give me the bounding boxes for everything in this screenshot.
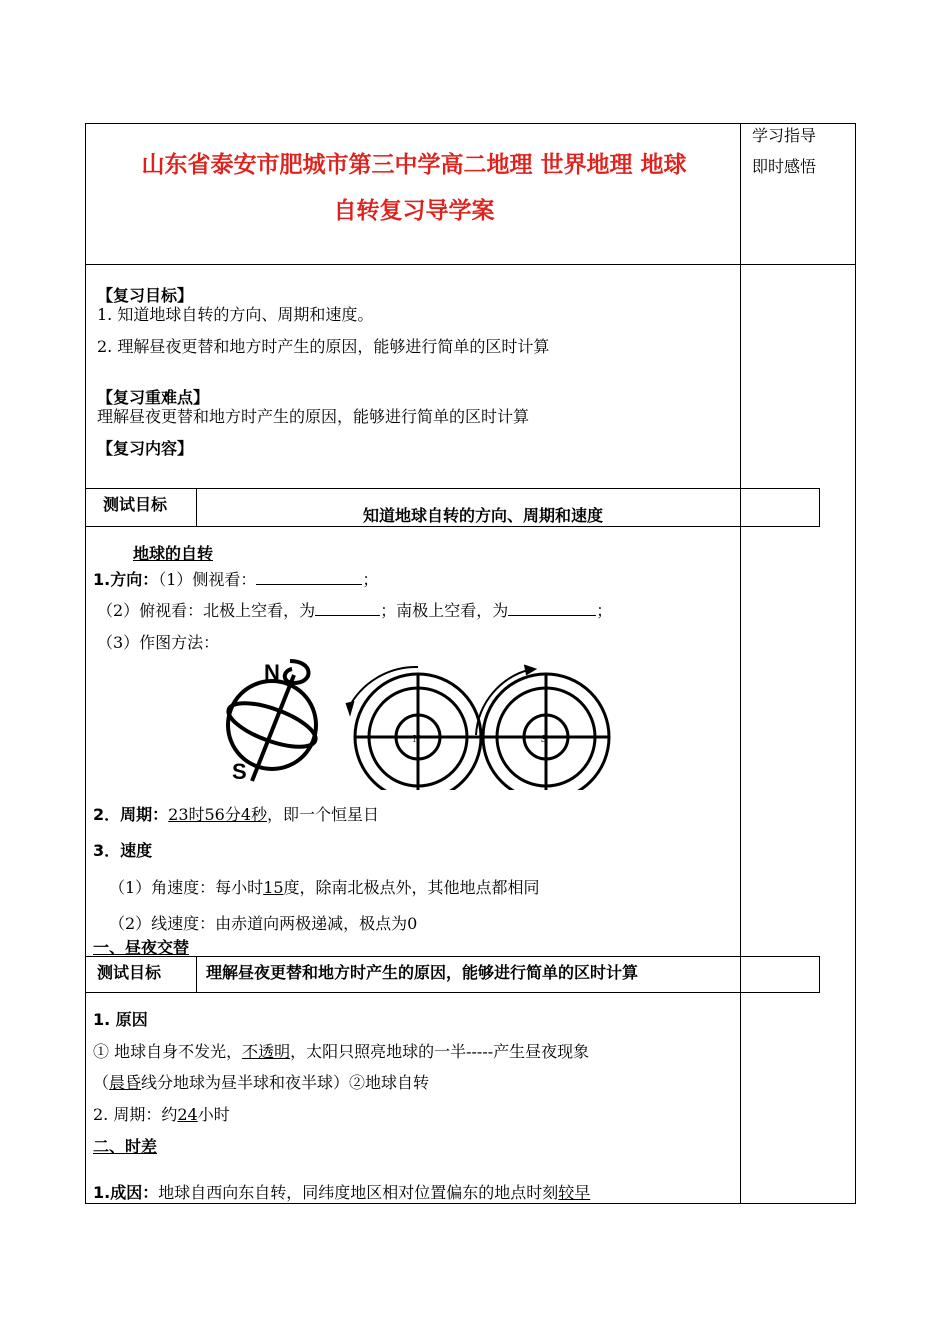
north-view-blank[interactable]: [315, 601, 380, 616]
title-line-1: 山东省泰安市肥城市第三中学高二地理 世界地理 地球: [141, 152, 687, 178]
test-text-2: 理解昼夜更替和地方时产生的原因，能够进行简单的区时计算: [206, 963, 639, 982]
side-column-header: [752, 120, 816, 182]
timediff-reason-row: [93, 1180, 590, 1203]
globe-n-label: N: [264, 660, 280, 685]
test-box-1-divider: [196, 488, 197, 526]
cause-heading: 1. 原因: [93, 1010, 148, 1029]
test-box-2-divider: [196, 956, 197, 992]
angular-speed-text-a: （1）角速度：每小时: [109, 878, 264, 897]
cause-text-c1: （: [93, 1073, 110, 1092]
side-label-reflection: 即时感悟: [752, 157, 817, 176]
speed-heading: 3．速度: [93, 841, 153, 860]
period-row: [93, 802, 379, 825]
cause-row-2: [93, 1070, 429, 1093]
cause-text-c2: 线分地球为昼半球和夜半球）②地球自转: [141, 1073, 430, 1092]
goals-heading: 【复习目标】: [97, 286, 194, 305]
south-pole-view-figure: [476, 665, 609, 790]
table-right-border: [855, 123, 856, 1204]
cause-text-a: ① 地球自身不发光，: [93, 1042, 243, 1061]
cause-row-1: [93, 1039, 589, 1062]
angular-speed-text-b: 度，除南北极点外，其他地点都相同: [283, 878, 540, 897]
document-title: [88, 142, 740, 234]
period-label: 2．周期：: [93, 805, 169, 824]
test-label-1: 测试目标: [103, 495, 168, 514]
rotation-diagram: [222, 655, 612, 790]
north-pole-label: N: [413, 734, 421, 745]
daynight-period-text-a: 2. 周期：约: [93, 1105, 178, 1124]
north-pole-view-figure: [346, 667, 481, 790]
title-line-2: 自转复习导学案: [333, 198, 495, 224]
period-value: 23时56分4秒: [168, 805, 268, 824]
cause-opaque: 不透明: [242, 1042, 291, 1061]
side-column-divider: [740, 123, 741, 1204]
header-row-divider: [85, 264, 856, 265]
south-pole-label: S: [541, 734, 547, 745]
timediff-reason-text: 地球自西向东自转，同纬度地区相对位置偏东的地点时刻: [158, 1183, 559, 1202]
angular-speed-row: [109, 875, 540, 898]
drawing-method: （3）作图方法：: [97, 633, 220, 652]
timediff-heading: 二、时差: [93, 1137, 158, 1156]
key-points-heading: 【复习重难点】: [97, 388, 210, 407]
daynight-period-row: [93, 1102, 230, 1125]
linear-speed-row: （2）线速度：由赤道向两极递减，极点为0: [109, 914, 418, 933]
side-label-guidance: 学习指导: [752, 126, 817, 145]
table-left-border: [85, 123, 86, 1204]
cause-term: 晨昏: [109, 1073, 142, 1092]
test-label-2: 测试目标: [97, 963, 162, 982]
goal-item-2: 2. 理解昼夜更替和地方时产生的原因，能够进行简单的区时计算: [97, 337, 550, 356]
direction-top-row: （2）俯视看：北极上空看，为 ；南极上空看，为 ；: [97, 601, 613, 620]
south-view-blank[interactable]: [508, 601, 596, 616]
daynight-period-value: 24: [177, 1105, 198, 1124]
direction-label: 1.方向：: [93, 570, 159, 589]
direction-top-text-a: （2）俯视看：北极上空看，为: [97, 601, 316, 620]
goal-item-1: 1. 知道地球自转的方向、周期和速度。: [97, 305, 374, 324]
rotation-heading: 地球的自转: [133, 544, 214, 563]
content-heading: 【复习内容】: [97, 439, 194, 458]
angular-speed-value: 15: [263, 878, 284, 897]
test-text-1: 知道地球自转的方向、周期和速度: [363, 506, 604, 525]
timediff-reason-label: 1.成因：: [93, 1183, 159, 1202]
globe-s-label: S: [232, 759, 247, 784]
direction-top-text-b: ；南极上空看，为: [380, 601, 509, 620]
direction-side-blank[interactable]: [256, 570, 362, 585]
key-points-text: 理解昼夜更替和地方时产生的原因，能够进行简单的区时计算: [97, 407, 530, 426]
direction-side-text: （1）侧视看：: [158, 570, 257, 589]
timediff-reason-value: 较早: [558, 1183, 591, 1202]
daynight-heading: 一、昼夜交替: [93, 938, 190, 957]
cause-text-b: ，太阳只照亮地球的一半-----产生昼夜现象: [290, 1042, 590, 1061]
direction-side-row: 1.方向：（1）侧视看： ；: [93, 570, 379, 589]
period-rest: ，即一个恒星日: [267, 805, 380, 824]
daynight-period-text-b: 小时: [197, 1105, 230, 1124]
